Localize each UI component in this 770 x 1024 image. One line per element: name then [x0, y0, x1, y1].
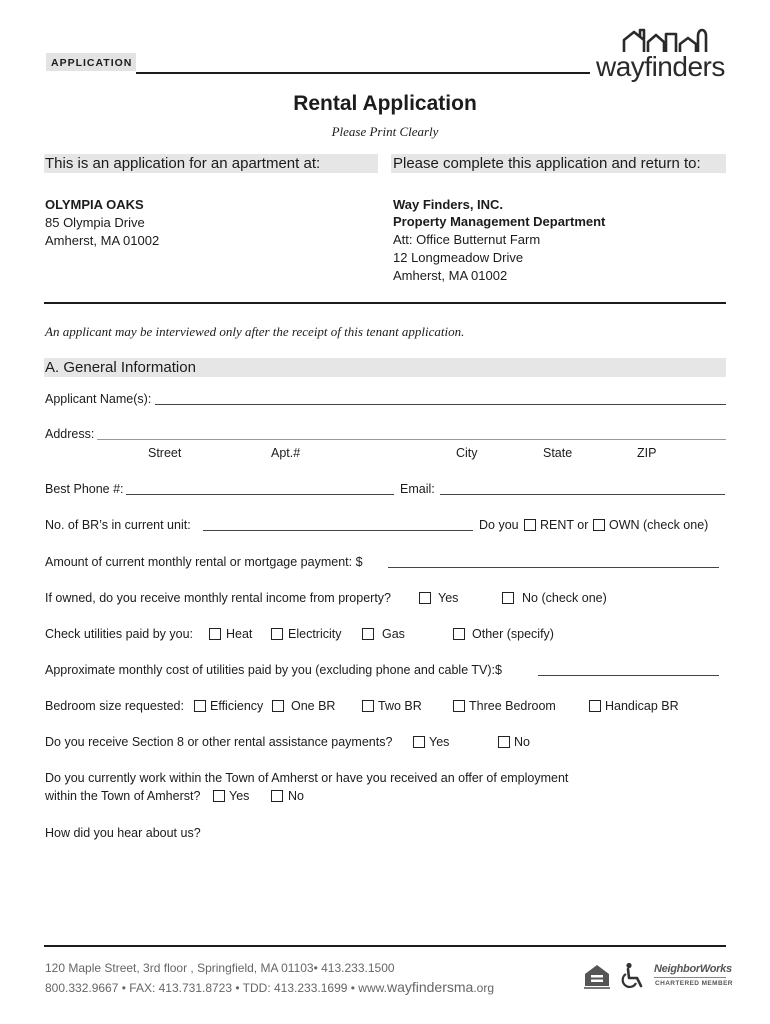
footer-web-tld: .org	[473, 981, 495, 995]
address-label: Address:	[45, 427, 95, 441]
handicap-br-checkbox[interactable]	[589, 700, 601, 712]
bedroom-size-label: Bedroom size requested:	[45, 699, 184, 713]
other-checkbox[interactable]	[453, 628, 465, 640]
utilities-label: Check utilities paid by you:	[45, 627, 193, 641]
two-br-label: Two BR	[378, 699, 422, 713]
section8-label: Do you receive Section 8 or other rental assistance payments?	[45, 735, 393, 749]
efficiency-checkbox[interactable]	[194, 700, 206, 712]
application-tag: APPLICATION	[51, 57, 133, 69]
if-owned-no-label: No (check one)	[522, 591, 607, 605]
best-phone-label: Best Phone #:	[45, 482, 124, 496]
left-band-title: This is an application for an apartment at:	[45, 155, 321, 172]
electricity-label: Electricity	[288, 627, 342, 641]
address-street-caption: Street	[148, 446, 182, 460]
section8-no-label: No	[514, 735, 530, 749]
footer-web-domain: wayfindersma	[386, 979, 474, 995]
address-apt-caption: Apt.#	[271, 446, 301, 460]
amount-label: Amount of current monthly rental or mortgage payment: $	[45, 555, 363, 569]
brs-field[interactable]	[203, 530, 473, 531]
hear-about-label: How did you hear about us?	[45, 826, 201, 840]
section8-yes-label: Yes	[429, 735, 450, 749]
property-name: OLYMPIA OAKS	[45, 197, 144, 212]
page-title: Rental Application	[293, 92, 477, 115]
address-zip-caption: ZIP	[637, 446, 657, 460]
electricity-checkbox[interactable]	[271, 628, 283, 640]
property-line2: Amherst, MA 01002	[45, 233, 160, 248]
best-phone-field[interactable]	[126, 494, 394, 495]
address-field[interactable]	[97, 439, 726, 440]
work-yes-label: Yes	[229, 789, 250, 803]
address-state-caption: State	[543, 446, 573, 460]
section-a-title: A. General Information	[45, 359, 196, 376]
rent-label: RENT or	[540, 518, 589, 532]
work-no-label: No	[288, 789, 304, 803]
email-label: Email:	[400, 482, 435, 496]
return-att: Att: Office Butternut Farm	[393, 232, 541, 247]
section8-no-checkbox[interactable]	[498, 736, 510, 748]
three-br-checkbox[interactable]	[453, 700, 465, 712]
neighborworks-name: NeighborWorks	[654, 963, 732, 975]
gas-checkbox[interactable]	[362, 628, 374, 640]
one-br-checkbox[interactable]	[272, 700, 284, 712]
efficiency-label: Efficiency	[210, 699, 264, 713]
logo-finders: finders	[644, 51, 725, 82]
heat-label: Heat	[226, 627, 253, 641]
approx-cost-field[interactable]	[538, 675, 719, 676]
three-br-label: Three Bedroom	[469, 699, 556, 713]
right-band-title: Please complete this application and return to:	[393, 155, 701, 172]
handicap-br-label: Handicap BR	[605, 699, 679, 713]
work-question-line2: within the Town of Amherst?	[45, 789, 201, 803]
do-you-label: Do you	[479, 518, 519, 532]
brs-label: No. of BR’s in current unit:	[45, 518, 191, 532]
applicant-names-field[interactable]	[155, 404, 726, 405]
own-checkbox[interactable]	[593, 519, 605, 531]
return-street: 12 Longmeadow Drive	[393, 250, 524, 265]
neighborworks-tagline: CHARTERED MEMBER	[655, 980, 733, 987]
gas-label: Gas	[382, 627, 405, 641]
section8-yes-checkbox[interactable]	[413, 736, 425, 748]
wheelchair-icon	[620, 962, 646, 990]
two-br-checkbox[interactable]	[362, 700, 374, 712]
one-br-label: One BR	[291, 699, 336, 713]
if-owned-yes-label: Yes	[438, 591, 459, 605]
amount-field[interactable]	[388, 567, 719, 568]
heat-checkbox[interactable]	[209, 628, 221, 640]
logo-way: way	[596, 51, 645, 82]
email-field[interactable]	[440, 494, 725, 495]
footer-contact: 800.332.9667 • FAX: 413.731.8723 • TDD: 413.233.1699 • www.	[45, 981, 387, 995]
return-company: Way Finders, INC.	[393, 197, 504, 212]
address-city-caption: City	[456, 446, 478, 460]
page-subtitle: Please Print Clearly	[331, 124, 439, 139]
if-owned-label: If owned, do you receive monthly rental income from property?	[45, 591, 392, 605]
notice: An applicant may be interviewed only after the receipt of this tenant application.	[45, 324, 465, 339]
neighborworks-logo	[654, 962, 733, 992]
equal-housing-icon	[583, 962, 611, 990]
rent-checkbox[interactable]	[524, 519, 536, 531]
return-dept: Property Management Department	[393, 214, 606, 229]
own-label: OWN (check one)	[609, 518, 709, 532]
footer-line1: 120 Maple Street, 3rd floor , Springfield, MA 01103• 413.233.1500	[45, 961, 395, 975]
if-owned-yes-checkbox[interactable]	[419, 592, 431, 604]
property-line1: 85 Olympia Drive	[45, 215, 145, 230]
footer-rule	[44, 945, 726, 947]
return-city: Amherst, MA 01002	[393, 268, 508, 283]
header-rule	[136, 72, 590, 74]
footer-line2	[45, 979, 494, 996]
wayfinders-logo	[596, 22, 730, 84]
approx-cost-label: Approximate monthly cost of utilities paid by you (excluding phone and cable TV):$	[45, 663, 502, 677]
work-no-checkbox[interactable]	[271, 790, 283, 802]
other-label: Other (specify)	[472, 627, 554, 641]
if-owned-no-checkbox[interactable]	[502, 592, 514, 604]
applicant-names-label: Applicant Name(s):	[45, 392, 152, 406]
work-question-line1: Do you currently work within the Town of Amherst or have you received an offer of employment	[45, 771, 569, 785]
work-yes-checkbox[interactable]	[213, 790, 225, 802]
divider-top	[44, 302, 726, 304]
